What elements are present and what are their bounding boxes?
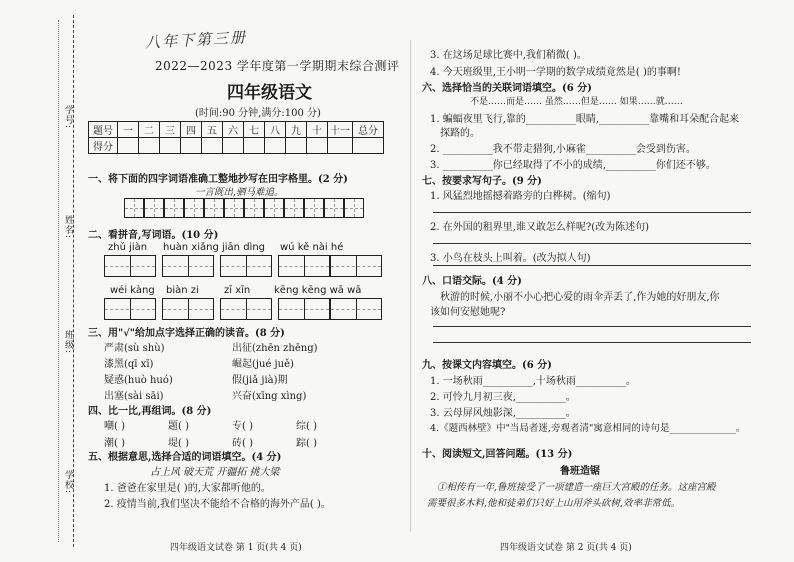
footer-page-1: 四年级语文试卷 第 1 页(共 4 页): [170, 543, 302, 553]
score-cell[interactable]: [202, 138, 223, 154]
score-cell: 五: [202, 122, 223, 138]
score-cell[interactable]: [265, 138, 286, 154]
page-divider: [410, 40, 411, 532]
q6-options: 不是……而是…… 虽然……但是…… 如果……就……: [470, 97, 683, 107]
q2-heading: 二、看拼音,写词语。(10 分): [88, 230, 219, 241]
q1-phrase: 一言既出,驷马难追。: [195, 187, 284, 198]
q9-sentence-3[interactable]: 3. 云母屏风烛影深,__________。: [430, 408, 576, 419]
q3-item[interactable]: 崛起(jué juě): [232, 359, 294, 370]
score-cell[interactable]: [139, 138, 160, 154]
pinyin-label: wéi kàng: [110, 285, 155, 296]
q9-sentence-2[interactable]: 2. 可怜九月初三夜,__________。: [430, 392, 576, 403]
handwritten-note: 八年下第三册: [144, 28, 248, 52]
score-cell: 九: [286, 122, 307, 138]
margin-label-name: 姓名:: [63, 215, 73, 240]
answer-grid[interactable]: [104, 255, 156, 277]
pinyin-label: zī xīn: [224, 285, 251, 296]
q4-item[interactable]: 综( ): [296, 421, 317, 432]
q3-item[interactable]: 疑惑(huò huó): [104, 375, 173, 386]
q3-heading: 三、用"√"给加点字选择正确的读音。(8 分): [88, 328, 285, 339]
score-cell[interactable]: [307, 138, 328, 154]
q7-sentence-3: 3. 小鸟在枝头上叫着。(改为拟人句): [430, 253, 591, 264]
q4-item[interactable]: 专( ): [232, 421, 253, 432]
pinyin-label: zhǔ jiàn: [108, 242, 148, 253]
q7-sentence-1: 1. 风猛烈地摇撼着路旁的白桦树。(缩句): [430, 191, 611, 202]
q6-sentence-2[interactable]: 2. __________我不带走猎狗,小麻雀__________会受到伤害。: [430, 144, 696, 155]
answer-line[interactable]: [433, 326, 751, 327]
q5-heading: 五、根据意思,选择合适的词语填空。(4 分): [88, 452, 282, 463]
score-cell: 六: [223, 122, 244, 138]
passage-line-1: ①相传有一年,鲁班接受了一项建造一座巨大宫殿的任务。这座宫殿: [437, 482, 716, 493]
tian-grid[interactable]: [344, 198, 364, 218]
q4-item[interactable]: 潮( ): [104, 438, 125, 449]
answer-grid[interactable]: [278, 298, 330, 320]
answer-line[interactable]: [433, 342, 751, 343]
pinyin-label: biàn zi: [166, 285, 199, 296]
answer-grid[interactable]: [162, 255, 214, 277]
pinyin-label: jiān dìng: [222, 242, 266, 253]
binding-dashed-line: [73, 15, 74, 547]
q4-item[interactable]: 题( ): [168, 421, 189, 432]
margin-label-class: 班级:: [63, 330, 73, 355]
score-cell[interactable]: [118, 138, 139, 154]
answer-grid[interactable]: [104, 298, 156, 320]
q10-heading: 十、阅读短文,回答问题。(13 分): [422, 449, 573, 460]
exam-time: (时间:90 分钟,满分:100 分): [195, 108, 321, 119]
answer-line[interactable]: [433, 243, 751, 244]
pinyin-label: kēng kēng wā wā: [274, 285, 362, 296]
q8-prompt-line-2: 该如何安慰她呢?: [430, 307, 506, 318]
answer-grid[interactable]: [162, 298, 214, 320]
tian-grid[interactable]: [124, 198, 144, 218]
score-cell: 一: [118, 122, 139, 138]
answer-line[interactable]: [433, 265, 751, 266]
q8-prompt-line-1: 秋游的时候,小丽不小心把心爱的雨伞弄丢了,作为她的好朋友,你: [440, 292, 720, 303]
footer-page-2: 四年级语文试卷 第 2 页(共 4 页): [500, 543, 632, 553]
tian-grid[interactable]: [204, 198, 224, 218]
binding-dotted-line: [58, 20, 59, 542]
score-cell[interactable]: [353, 138, 384, 154]
q9-heading: 九、按课文内容填空。(6 分): [422, 360, 552, 371]
q5-sentence-2[interactable]: 2. 疫情当前,我们坚决不能给不合格的海外产品( )。: [104, 499, 331, 510]
q4-heading: 四、比一比,再组词。(8 分): [88, 406, 212, 417]
tian-grid[interactable]: [144, 198, 164, 218]
q7-heading: 七、按要求写句子。(9 分): [422, 176, 542, 187]
q9-sentence-4[interactable]: 4.《题西林壁》中"当局者迷,旁观者清"寓意相同的诗句是______________。: [430, 423, 746, 434]
tian-grid[interactable]: [324, 198, 344, 218]
page-title: 四年级语文: [227, 83, 312, 103]
q6-sentence-1[interactable]: 1. 蝙蝠夜里飞行,靠的__________眼睛,__________靠嘴和耳朵配合起来: [430, 114, 740, 125]
score-row-values: [89, 138, 384, 154]
q5-options: 占上风 破天荒 开疆拓 挑大梁: [150, 467, 280, 478]
q3-item[interactable]: 出征(zhēn zhēng): [232, 343, 318, 354]
tian-grid[interactable]: [264, 198, 284, 218]
q3-item[interactable]: 出塞(sài sāi): [104, 391, 164, 402]
q1-heading: 一、将下面的四字词语准确工整地抄写在田字格里。(2 分): [88, 174, 348, 185]
score-cell: 二: [139, 122, 160, 138]
margin-label-school: 学校:: [63, 470, 73, 495]
q6-sentence-3[interactable]: 3. __________你已经取得了不小的成绩,__________你们还不够。: [430, 160, 716, 171]
score-row-header: [89, 122, 384, 138]
score-cell: 十: [307, 122, 328, 138]
q4-item[interactable]: 堤( ): [168, 438, 189, 449]
tian-grid[interactable]: [304, 198, 324, 218]
score-cell: 四: [181, 122, 202, 138]
tian-grid[interactable]: [244, 198, 264, 218]
answer-grid[interactable]: [278, 255, 330, 277]
exam-subtitle: 2022—2023 学年度第一学期期末综合测评: [155, 59, 400, 73]
answer-line[interactable]: [433, 212, 751, 213]
score-cell[interactable]: [286, 138, 307, 154]
pinyin-label: huàn xiǎng: [163, 242, 219, 253]
score-cell: 得分: [89, 138, 118, 154]
score-cell[interactable]: [160, 138, 181, 154]
q7-sentence-2: 2. 在外国的租界里,谁又敢怎么样呢?(改为陈述句): [430, 222, 650, 233]
q6-sentence-1-cont: 探路的。: [440, 128, 480, 139]
q5-sentence-4[interactable]: 4. 今天班级里,王小明一学期的数学成绩竟然是( )的事啊!: [430, 67, 681, 78]
score-cell[interactable]: [244, 138, 265, 154]
q5-sentence-1[interactable]: 1. 爸爸在家里是( )的,大家都听他的。: [104, 483, 271, 494]
passage-title: 鲁班造锯: [560, 466, 600, 477]
tian-grid[interactable]: [164, 198, 184, 218]
score-cell[interactable]: [223, 138, 244, 154]
q4-item[interactable]: 嘲( ): [104, 421, 125, 432]
score-cell[interactable]: [328, 138, 353, 154]
answer-grid[interactable]: [220, 255, 272, 277]
q6-heading: 六、选择恰当的关联词语填空。(6 分): [422, 83, 592, 94]
answer-grid[interactable]: [330, 255, 382, 277]
q9-sentence-1[interactable]: 1. 一场秋雨__________,十场秋雨__________。: [430, 376, 636, 387]
score-cell: 八: [265, 122, 286, 138]
score-cell: 七: [244, 122, 265, 138]
passage-line-2: 需要很多木料,他和徒弟们只好上山用斧头砍树,效率非常低。: [427, 498, 681, 509]
q5-sentence-3[interactable]: 3. 在这场足球比赛中,我们稍微( )。: [430, 50, 587, 61]
score-cell: 总分: [353, 122, 384, 138]
q8-heading: 八、口语交际。(4 分): [422, 276, 522, 287]
tian-grid[interactable]: [284, 198, 304, 218]
q3-item[interactable]: 严肃(sù shù): [104, 343, 165, 354]
score-table: [88, 121, 384, 154]
tian-grid[interactable]: [224, 198, 244, 218]
q4-item[interactable]: 踪( ): [296, 438, 317, 449]
score-cell[interactable]: [181, 138, 202, 154]
score-cell: 题号: [89, 122, 118, 138]
q3-item[interactable]: 漆黑(qī xī): [104, 359, 154, 370]
q4-item[interactable]: 砖( ): [232, 438, 253, 449]
score-cell: 十一: [328, 122, 353, 138]
score-cell: 三: [160, 122, 181, 138]
q3-item[interactable]: 兴奋(xīng xìng): [232, 391, 307, 402]
q3-item[interactable]: 假(jiǎ jià)期: [232, 375, 288, 386]
margin-label-student-id: 学号:: [63, 105, 73, 130]
answer-grid[interactable]: [220, 298, 272, 320]
answer-grid[interactable]: [330, 298, 382, 320]
pinyin-label: wú kě nài hé: [280, 242, 344, 253]
tian-grid[interactable]: [184, 198, 204, 218]
